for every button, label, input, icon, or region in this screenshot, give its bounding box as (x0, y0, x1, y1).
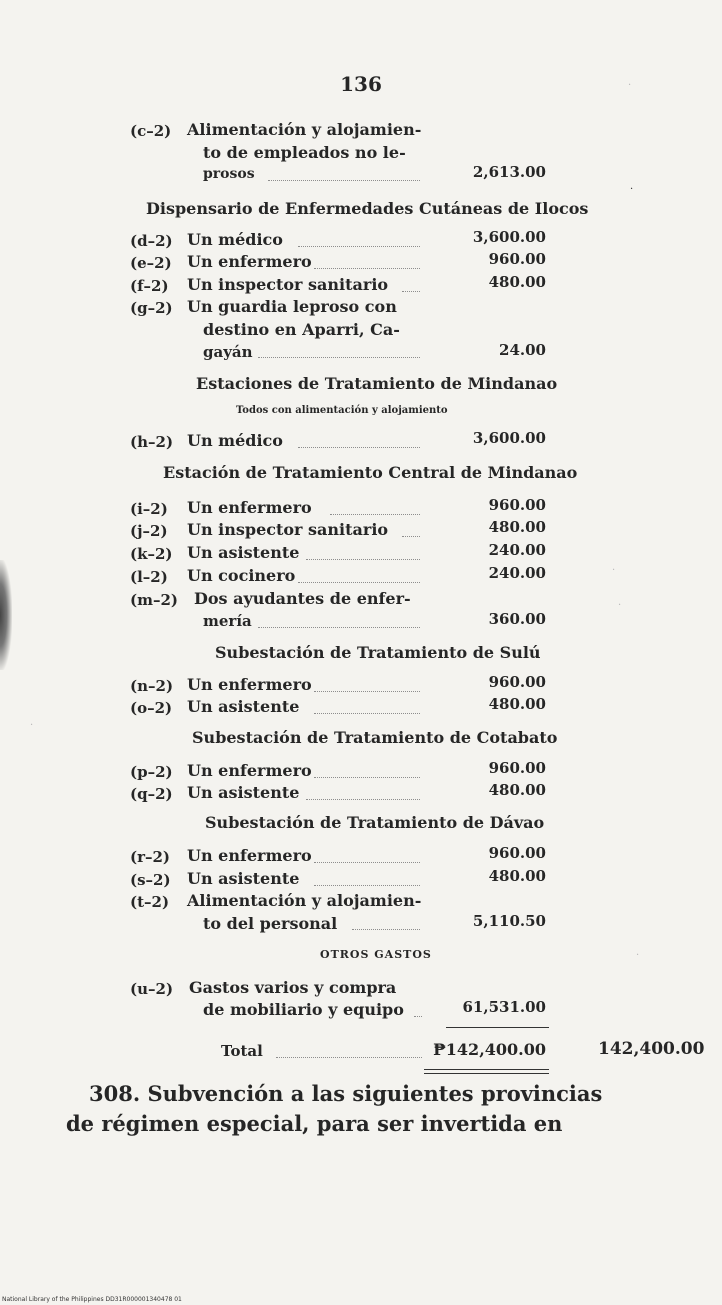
item-amount: 24.00 (499, 341, 546, 359)
item-code: (m–2) (130, 591, 179, 609)
leader-dots (352, 929, 420, 930)
item-code: (t–2) (130, 893, 170, 911)
item-label: de mobiliario y equipo (203, 1000, 404, 1019)
section-header: Estación de Tratamiento Central de Mindanao (163, 463, 578, 482)
item-amount: 61,531.00 (462, 998, 546, 1016)
scan-speck: · (30, 720, 34, 731)
item-amount: 360.00 (488, 610, 546, 628)
section-note: Todos con alimentación y alojamiento (236, 405, 448, 416)
item-code: (i–2) (130, 500, 168, 518)
item-code: (g–2) (130, 299, 173, 317)
item-label: Un inspector sanitario (187, 520, 389, 539)
section-header: Subestación de Tratamiento de Cotabato (192, 728, 558, 747)
item-amount: 5,110.50 (472, 912, 546, 930)
item-label: Un enfermero (187, 498, 312, 517)
item-label: mería (203, 612, 252, 630)
item-code: (n–2) (130, 677, 174, 695)
item-amount: 240.00 (488, 541, 546, 559)
scan-speck: · (618, 600, 622, 611)
item-label: Un guardia leproso con (187, 297, 397, 316)
item-label: Un inspector sanitario (187, 275, 389, 294)
total-amount: ₱142,400.00 (433, 1040, 546, 1059)
leader-dots (306, 799, 420, 800)
item-code: (e–2) (130, 254, 172, 272)
item-amount: 480.00 (488, 273, 546, 291)
item-code: (h–2) (130, 433, 174, 451)
page-footer: National Library of the Philippines DD31R000001340478 01 (2, 1296, 182, 1303)
item-code: (l–2) (130, 568, 168, 586)
section-header: Estaciones de Tratamiento de Mindanao (196, 374, 558, 393)
leader-dots (298, 582, 420, 583)
item-label: Alimentación y alojamien- (187, 891, 422, 910)
item-amount: 480.00 (488, 695, 546, 713)
scan-speck: · (636, 950, 640, 961)
leader-dots (314, 862, 420, 863)
total-double-rule (424, 1073, 549, 1074)
total-double-rule (424, 1069, 549, 1070)
item-code: (j–2) (130, 522, 168, 540)
item-label: Un enfermero (187, 252, 312, 271)
leader-dots (258, 357, 420, 358)
item-label: to del personal (203, 914, 338, 933)
item-code: (r–2) (130, 848, 171, 866)
leader-dots (258, 627, 420, 628)
paragraph-line: de régimen especial, para ser invertida en (66, 1111, 563, 1136)
leader-dots (314, 713, 420, 714)
item-code: (s–2) (130, 871, 171, 889)
item-label: Un asistente (187, 783, 300, 802)
item-label: Un médico (187, 230, 283, 249)
leader-dots (314, 777, 420, 778)
item-code: (o–2) (130, 699, 173, 717)
item-label: Alimentación y alojamien- (187, 120, 422, 139)
subtotal-rule (446, 1027, 549, 1028)
leader-dots (402, 291, 420, 292)
item-label: Un cocinero (187, 566, 296, 585)
item-amount: 960.00 (488, 496, 546, 514)
section-header: Subestación de Tratamiento de Sulú (215, 643, 541, 662)
item-label: Un asistente (187, 697, 300, 716)
leader-dots (276, 1057, 422, 1058)
item-label: to de empleados no le- (203, 143, 406, 162)
item-label: destino en Aparri, Ca- (203, 320, 400, 339)
leader-dots (314, 691, 420, 692)
leader-dots (314, 885, 420, 886)
item-amount: 3,600.00 (472, 228, 546, 246)
item-code: (p–2) (130, 763, 173, 781)
item-code: (f–2) (130, 277, 169, 295)
item-amount: 960.00 (488, 673, 546, 691)
leader-dots (298, 447, 420, 448)
item-label: Un asistente (187, 543, 300, 562)
item-label: Un enfermero (187, 761, 312, 780)
section-header-otros-gastos: OTROS GASTOS (320, 948, 432, 961)
item-code: (c–2) (130, 122, 172, 140)
leader-dots (298, 246, 420, 247)
scan-speck: · (612, 565, 616, 576)
item-amount: 960.00 (488, 250, 546, 268)
item-label: prosos (203, 166, 255, 182)
leader-dots (330, 514, 420, 515)
leader-dots (306, 559, 420, 560)
item-amount: 240.00 (488, 564, 546, 582)
paragraph-line: 308. Subvención a las siguientes provincias (89, 1081, 603, 1106)
page-edge-shadow (0, 560, 12, 670)
section-header: Subestación de Tratamiento de Dávao (205, 813, 545, 832)
leader-dots (402, 536, 420, 537)
scan-speck: · (630, 184, 634, 195)
item-code: (d–2) (130, 232, 173, 250)
item-amount: 480.00 (488, 518, 546, 536)
leader-dots (414, 1016, 422, 1017)
item-label: gayán (203, 343, 253, 361)
item-amount: 2,613.00 (472, 163, 546, 181)
item-label: Un médico (187, 431, 283, 450)
page-number: 136 (340, 72, 382, 96)
item-amount: 3,600.00 (472, 429, 546, 447)
item-code: (u–2) (130, 980, 174, 998)
item-amount: 960.00 (488, 759, 546, 777)
item-label: Un asistente (187, 869, 300, 888)
item-code: (k–2) (130, 545, 173, 563)
total-margin-amount: 142,400.00 (598, 1039, 705, 1059)
item-amount: 480.00 (488, 781, 546, 799)
item-label: Gastos varios y compra (189, 978, 397, 997)
total-label: Total (221, 1042, 263, 1060)
section-header: Dispensario de Enfermedades Cutáneas de Ilocos (146, 199, 589, 218)
item-amount: 960.00 (488, 844, 546, 862)
item-label: Un enfermero (187, 846, 312, 865)
item-label: Un enfermero (187, 675, 312, 694)
item-amount: 480.00 (488, 867, 546, 885)
scan-speck: · (628, 80, 632, 91)
leader-dots (268, 180, 420, 181)
leader-dots (314, 268, 420, 269)
item-code: (q–2) (130, 785, 173, 803)
item-label: Dos ayudantes de enfer- (194, 589, 411, 608)
